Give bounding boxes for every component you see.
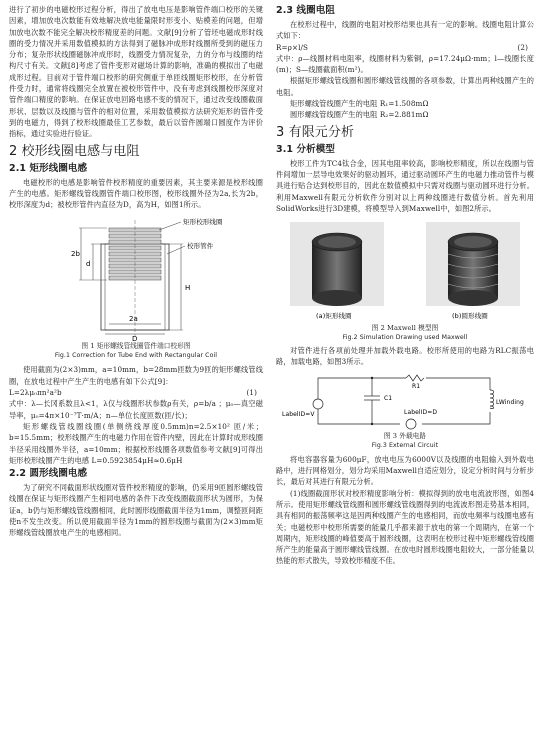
- section-3-1-heading: 3.1 分析模型: [276, 143, 335, 155]
- right-column: [276, 4, 534, 567]
- figure-3-drawing: [276, 370, 534, 432]
- equation-1-explanation-b: 矩形螺线管线圈线圈(单侧绕线厚度0.5mm)n=2.5×10² 匝/米；b=15.5mm；校形线圈产生的电磁力作用在管件内壁，因此在计算时成形线圈半径采用线圈外半径，a=10mm；根据校形线圈各项数值参考文献[9]可得出矩形校形线圈产生的电感 L=0.5923854μH≈0.6μH: [9, 421, 263, 465]
- section-2-2-paragraph: 为了研究不同截面形状线圈对管件校形精度的影响，仍采用9匝圆形螺线管线圈在保证与矩形线圈产生相同电感的条件下改变线圈截面形状为圆形，为保证a，b仍与矩形螺线管线圈相同，此时圆形线圈截面半径为1mm，调整匝间距使n不发生改变。所以使用截面半径为1mm的圆形线圈与截面为(2×3)mm矩形螺线管线圈放电产生的电感相同。: [9, 483, 263, 538]
- equation-2: [276, 42, 534, 53]
- label-2b: 2b: [71, 250, 81, 259]
- label-H: H: [185, 284, 191, 293]
- source-v-symbol: [313, 399, 323, 409]
- circuit-parameters-paragraph: 将电容器容量为600μF，放电电压为6000V以及线圈的电阻输入到外载电路中，进行网格划分，划分均采用Maxwell自适应划分，设定分析时间与分析步长，最后对其进行有限元分析。: [276, 454, 534, 487]
- section-2-3-paragraph: 在校形过程中，线圈的电阻对校形结果也具有一定的影响。线圈电阻计算公式如下：: [276, 20, 534, 41]
- figure-2-caption-cn: 图 2 Maxwell 模型图: [371, 324, 439, 333]
- figure-3-caption-en: Fig.3 External Circuit: [371, 441, 439, 449]
- circuit-label-lw: LWinding: [496, 398, 524, 406]
- circuit-label-d: LabelID=D: [404, 408, 438, 416]
- figure-2-label-b: (b)圆形线圈: [452, 312, 488, 321]
- figure-2-caption-en: Fig.2 Simulation Drawing used Maxwell: [342, 334, 468, 342]
- equation-1: [9, 387, 263, 398]
- section-2-3-heading: 2.3 线圈电阻: [276, 5, 335, 16]
- figure-2-drawing: [276, 218, 534, 324]
- intro-paragraph: 进行了初步的电磁校形过程分析，得出了放电电压是影响管件端口校形的关键因素，增加放电次数能有效地解决放电能量限时形变小、贴模差的问题，但增加放电次数不能完全解决校形精度差的问题。文献[9]分析了管坯电磁成形时线圈的受力情况并采用数值模拟的方法得到了磁脉冲成形时线圈所受到的磁压力分布；复杂形状线圈磁脉冲成形时，线圈受力情况复杂，力的分布与线圈的结构尺寸有关。文献[8]考虑了管件变形对磁场计算的影响，准确的模拟出了电磁成形过程。目前对于管件端口校形的研究侧重于单匝线圈矩形校形，在分析管件受力时，通常将线圈完全放置在被校形管件中，没有考虑到线圈校形深度对管件端口精度的影响。在保证放电回路电感不变的情况下，通过改变线圈截面形状、层数以及线圈与管件的相对位置，采用数值模拟方法研究矩形的管件受到的电磁力，得到了校形线圈最佳工艺参数，最后以管件圆端口圆度作为评价指标，通过实验进行验证。: [9, 5, 263, 139]
- figure-1-caption-cn: 图 1 矩形螺线管线圈管件端口校形图: [81, 342, 191, 351]
- section-3-heading: 3 有限元分析: [276, 124, 355, 140]
- equation-2-explanation: 式中：ρ—线圈材料电阻率，线圈材料为紫铜，ρ=17.24μΩ·mm；l—线圈长度(m)；S—线圈截面积(m²)。: [276, 53, 534, 75]
- left-column: [9, 4, 263, 539]
- figure-2: [276, 218, 534, 324]
- source-d-symbol: [406, 419, 416, 429]
- label-2a: 2a: [129, 315, 138, 324]
- section-2-1-paragraph: 电磁校形的电感是影响管件校形精度的重要因素，其主要来源是校形线圈产生的电感。矩形螺线管线圈管件端口校形图，校形线圈外径为2a,长为2b，校形深度为d；被校形管件内直径为D，高为H，如图1所示。: [9, 177, 263, 210]
- section-2-1-heading: 2.1 矩形线圈电感: [9, 162, 88, 174]
- results-paragraph: (1)线圈截面形状对校形精度影响分析：模拟得到的放电电流波形图，如图4所示。使用矩形螺线管线圈和圆形螺线管线圈得到的电流波形图走势基本相同，具有相同的振荡频率这是因两种线圈产生的电感相同，而放电频率与线圈电感有关；电磁校形中校形所需要的能量几乎都来源于放电的第一个周期内，在第一个周期内，矩形线圈的峰值要高于圆形线圈，这表明在校形过程中矩形螺线管线圈所产生的能量高于圆形螺线管线圈。在放电时圆形线圈电阻较大，一部分能量以热能的形式散失，导致校形精度不佳。: [276, 488, 534, 566]
- circuit-label-v: LabelID=V: [282, 410, 315, 418]
- resistance-calc-paragraph: 根据矩形螺线管线圈和圆形螺线管线圈的各项参数，计算出两种线圈产生的电阻。: [276, 76, 534, 97]
- equation-1-body: L=2λμ₀πn²a²b: [9, 388, 62, 398]
- circuit-wires: [318, 378, 490, 424]
- label-coil: 矩形校形线圈: [183, 218, 223, 227]
- figure-2-label-a: (a)矩形线圈: [316, 312, 352, 321]
- label-D: D: [132, 335, 138, 343]
- circuit-label-r: R1: [412, 382, 421, 390]
- model-b-cylinder: [448, 233, 498, 306]
- figure-1-caption-en: Fig.1 Correction for Tube End with Rectangular Coil: [54, 352, 218, 360]
- label-tube: 校形管件: [187, 242, 214, 251]
- equation-1-number: (1): [246, 388, 257, 398]
- resistance-rect: 矩形螺线管线圈产生的电阻 R₁=1.508mΩ: [290, 99, 429, 109]
- equation-2-body: R=ρ×l/S: [276, 42, 309, 52]
- paragraph-after-fig1: 使用截面为(2×3)mm，a=10mm，b=28mm匝数为9匝的矩形螺线管线圈，在放电过程中产生产生的电感有如下公式[9]：: [9, 365, 263, 386]
- section-3-1-paragraph: 校形工件为TC4钛合金，因其电阻率较高，影响校形精度，所以在线圈与管件间增加一层导电效果好的驱动圆环，通过驱动圆环产生的电磁力推动管件与模具进行贴合达到校形目的，因此在数值模拟中只需对线圈与驱动圆环进行分析。利用Maxwell有限元分析软件分别对以上两种线圈进行数值分析。首先利用SolidWorks进行3D建模，将模型导入到Maxwell中，如图2所示。: [276, 158, 534, 213]
- label-d: d: [86, 260, 91, 269]
- paragraph-before-fig3: 对管件进行各项前处理并加载外载电路。校形所使用的电路为RLC振荡电路，加载电路，如图3所示。: [276, 346, 534, 367]
- figure-1: [9, 214, 263, 342]
- model-a-cylinder: [312, 233, 362, 306]
- section-2-heading: 2 校形线圈电感与电阻: [9, 143, 140, 159]
- resistor-symbol: [406, 375, 424, 381]
- figure-3: [276, 370, 534, 432]
- figure-1-drawing: [9, 214, 263, 342]
- resistance-round: 圆形螺线管线圈产生的电阻 R₂=2.881mΩ: [290, 110, 429, 120]
- figure-3-caption-cn: 图 3 外载电路: [383, 431, 427, 440]
- section-2-2-heading: 2.2 圆形线圈电感: [9, 468, 88, 480]
- circuit-label-c: C1: [384, 394, 393, 402]
- equation-2-number: (2): [517, 42, 528, 52]
- equation-1-explanation-a: 式中：λ—长冈系数且λ<1，λ仅与线圈形状参数ρ有关，ρ=b/a ；μ₀—真空磁导率，μ₀=4π×10⁻⁷T·m/A；n—单位长度匝数(匝/长)；: [9, 399, 263, 420]
- winding-symbol: [490, 390, 494, 409]
